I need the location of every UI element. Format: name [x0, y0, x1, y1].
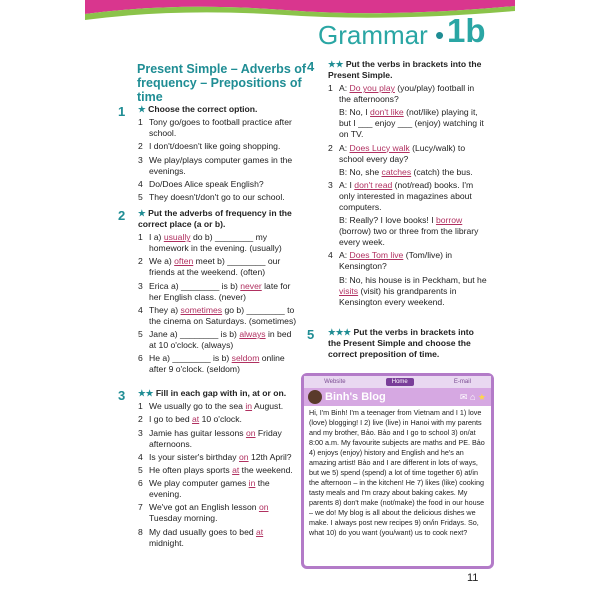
item-text: A: I don't read (not/read) books. I'm only interested in magazines about computers.: [339, 179, 474, 212]
answer: catches: [381, 166, 412, 177]
answer: on: [239, 451, 249, 462]
exercise-5: ★★★ Put the verbs in brackets into the Present Simple and choose the correct preposition of time.: [328, 327, 474, 359]
item-text: Jamie has guitar lessons on Friday afternoons.: [149, 427, 282, 449]
list-item: [138, 401, 298, 412]
item-text: I go to bed at 10 o'clock.: [149, 414, 242, 425]
list-item: [328, 167, 488, 178]
item-text: A: Does Lucy walk (Lucy/walk) to school every day?: [339, 142, 466, 164]
list-item: [138, 527, 298, 549]
list-item: [138, 155, 298, 177]
list-item: [138, 192, 298, 203]
list-item: [138, 414, 298, 425]
item-text: I don't/doesn't like going shopping.: [149, 141, 281, 152]
list-item: [138, 329, 298, 351]
list-item: [328, 107, 488, 140]
item-number: 4: [138, 304, 143, 315]
list-item: [138, 117, 298, 139]
item-number: 2: [328, 142, 333, 153]
list-item: [138, 502, 298, 524]
list-item: [138, 179, 298, 190]
item-number: 5: [138, 191, 143, 202]
section-title: Present Simple – Adverbs of frequency – Prepositions of time: [137, 62, 307, 104]
blog-text: Hi, I'm Binh! I'm a teenager from Vietnam and I 1) love (love) blogging! I 2) live (live) in Hanoi with my parents and my brother, Bảo. Bảo and I go to school 3) on/at 8:00 a.m. My favourite subjects are maths and PE. Bảo 4) enjoys (enjoy) history and English and he's an amazing artist! Bảo and I are different in lots of ways, but we 5) spend (spend) a lot of time together 6) at/in the afternoon – in the kitchen! He 7) likes (like) cooking tasty meals and I'm crazy about baking cakes. My parents 8) don't make (not/make) the food in our house – we do! My blog is all about the delicious dishes we make. I always post new recipes 9) on/in Fridays. So, what 10) do you want (you/want) us to cook next?: [309, 408, 485, 537]
item-number: 3: [138, 280, 143, 291]
item-number: 3: [138, 427, 143, 438]
item-number: 1: [138, 117, 143, 128]
item-text: They a) sometimes go b) ________ to the cinema on Saturdays. (sometimes): [149, 304, 297, 326]
blog-header: [304, 388, 491, 406]
list-item: [138, 452, 298, 463]
exercise-4: ★★ Put the verbs in brackets into the Present Simple. 1 A: Do you play (you/play) football in the afternoons? B: No, I don't like (not/like) playing it, but I ___ enjoy ___ (enjoy) watching it on TV. 2 A: Does Lucy walk (Lucy/walk) to school every day? B: No, she catches (catch) the bus. 3 A: I don't read (not/read) books. I'm only interested in magazines about computers. B: Really? I love books! I borrow (borrow) two or three from the library every week. 4 A: Does Tom live (Tom/live) in Kensington? B: No, his house is in Peckham, but he visits (visit) his grandparents in Kensington every weekend.: [328, 59, 487, 307]
tab-email[interactable]: E-mail: [453, 379, 471, 385]
exercise-number: 5: [307, 327, 315, 342]
page-title: Grammar •: [318, 20, 445, 50]
item-number: 1: [138, 232, 143, 243]
list-item: [328, 215, 488, 248]
list-item: [138, 465, 298, 476]
item-number: 5: [138, 328, 143, 339]
list-item: [138, 256, 298, 278]
item-text: A: Do you play (you/play) football in the afternoons?: [339, 83, 475, 105]
item-number: [328, 215, 339, 248]
mail-icon[interactable]: ✉: [459, 391, 468, 402]
item-text: B: No, she catches (catch) the bus.: [339, 166, 473, 177]
item-number: 7: [138, 502, 143, 513]
exercise-number: 2: [118, 208, 126, 223]
answer: on: [245, 427, 256, 438]
list-item: [138, 478, 298, 500]
item-number: [328, 167, 339, 178]
tab-home[interactable]: Home: [386, 378, 414, 386]
item-number: 4: [138, 178, 143, 189]
item-text: B: No, I don't like (not/like) playing it, but I ___ enjoy ___ (enjoy) watching it on TV.: [339, 107, 484, 140]
list-item: [138, 281, 298, 303]
list-item: [138, 141, 298, 152]
list-item: [328, 143, 488, 165]
item-number: 8: [138, 526, 143, 537]
star-icon: ★: [138, 208, 146, 218]
answer: in: [248, 478, 256, 489]
star-icon: ★★: [328, 59, 344, 69]
exercise-number: 4: [307, 59, 315, 74]
answer: at: [192, 414, 200, 425]
exercise-number: 3: [118, 388, 126, 403]
answer: borrow: [435, 215, 463, 226]
answer: always: [239, 328, 266, 339]
item-text: He a) ________ is b) seldom online after 9 o'clock. (seldom): [149, 353, 285, 375]
item-number: 4: [138, 451, 143, 462]
item-number: 6: [138, 478, 143, 489]
answer: visits: [339, 285, 359, 296]
item-number: 6: [138, 353, 143, 364]
item-number: 4: [328, 250, 333, 261]
answer: seldom: [231, 353, 260, 364]
answer: at: [256, 526, 264, 537]
list-item: [138, 232, 298, 254]
item-number: [328, 275, 339, 308]
list-item: [328, 83, 488, 105]
item-text: B: No, his house is in Peckham, but he visits (visit) his grandparents in Kensington every weekend.: [339, 274, 487, 307]
item-text: He often plays sports at the weekend.: [149, 464, 293, 475]
item-number: 2: [138, 256, 143, 267]
star-icon: ★★: [138, 388, 154, 398]
answer: don't like: [370, 107, 404, 118]
exercise-2: ★ Put the adverbs of frequency in the correct place (a or b). 1 I a) usually do b) ________ my homework in the evening. (usually) 2 We a) often meet b) ________ our friends at the weekend. (often) 3 Erica a) ________ is b) never late for her English class. (never) 4 They a) sometimes go b) ________ to the cinema on Saturdays. (sometimes) 5 Jane a) ________ is b) always in bed at 10 o'clock. (always) 6 He a) ________ is b) seldom online after 9 o'clock. (seldom): [138, 208, 297, 375]
tab-website[interactable]: Website: [324, 379, 346, 385]
item-text: Tony go/goes to football practice after school.: [149, 117, 292, 139]
answer: at: [232, 464, 240, 475]
item-number: 1: [328, 83, 333, 94]
item-text: Jane a) ________ is b) always in bed at 10 o'clock. (always): [149, 328, 292, 350]
item-text: I a) usually do b) ________ my homework in the evening. (usually): [149, 232, 282, 254]
item-text: A: Does Tom live (Tom/live) in Kensington?: [339, 250, 453, 272]
avatar: [308, 390, 322, 404]
item-number: 1: [138, 401, 143, 412]
answer: in: [245, 401, 253, 412]
item-text: Do/Does Alice speak English?: [149, 178, 264, 189]
answer: on: [258, 502, 269, 513]
item-text: Erica a) ________ is b) never late for her English class. (never): [149, 280, 291, 302]
blog-title: Binh's Blog: [325, 391, 386, 403]
exercise-3: ★★ Fill in each gap with in, at or on. 1 We usually go to the sea in August. 2 I go to bed at 10 o'clock. 3 Jamie has guitar lessons on Friday afternoons. 4 Is your sister's birthday on 12th April? 5 He often plays sports at the weekend. 6 We play computer games in the evening. 7 We've got an English lesson on Tuesday morning. 8 My dad usually goes to bed at midnight.: [138, 388, 298, 549]
item-text: B: Really? I love books! I borrow (borrow) two or three from the library every week.: [339, 215, 479, 248]
item-text: We've got an English lesson on Tuesday morning.: [149, 502, 269, 524]
list-item: [328, 275, 488, 308]
list-item: [138, 305, 298, 327]
list-item: [138, 428, 298, 450]
item-text: We a) often meet b) ________ our friends at the weekend. (often): [149, 256, 281, 278]
answer: never: [240, 280, 262, 291]
answer: Does Lucy walk: [349, 142, 410, 153]
item-number: 3: [138, 154, 143, 165]
blog-tabs: [304, 376, 491, 388]
item-text: They doesn't/don't go to our school.: [149, 191, 285, 202]
item-text: We play computer games in the evening.: [149, 478, 270, 500]
exercise-1: ★ Choose the correct option. 1 Tony go/goes to football practice after school. 2 I don't/doesn't like going shopping. 3 We play/plays computer games in the evenings. 4 Do/Does Alice speak English? 5 They doesn't/don't go to our school.: [138, 104, 298, 203]
star-icon: ★: [138, 104, 146, 114]
answer: Do you play: [349, 83, 395, 94]
item-number: 5: [138, 464, 143, 475]
list-item: [328, 250, 488, 272]
blog-window: [301, 373, 494, 569]
answer: sometimes: [180, 304, 223, 315]
list-item: [138, 353, 298, 375]
item-text: We usually go to the sea in August.: [149, 401, 284, 412]
star-icon: ★★★: [328, 327, 352, 337]
item-text: Is your sister's birthday on 12th April?: [149, 451, 292, 462]
page-number: 11: [467, 572, 479, 584]
item-number: [328, 107, 339, 140]
answer: usually: [163, 232, 191, 243]
item-text: My dad usually goes to bed at midnight.: [149, 526, 264, 548]
exercise-number: 1: [118, 104, 126, 119]
item-text: We play/plays computer games in the evenings.: [149, 154, 293, 176]
list-item: [328, 180, 488, 213]
item-number: 2: [138, 414, 143, 425]
item-number: 2: [138, 141, 143, 152]
star-icon[interactable]: ★: [477, 391, 486, 402]
unit-number: 1b: [447, 12, 486, 49]
answer: Does Tom live: [349, 250, 404, 261]
answer: don't read: [354, 179, 393, 190]
item-number: 3: [328, 179, 333, 190]
home-icon[interactable]: ⌂: [469, 391, 476, 402]
answer: often: [174, 256, 194, 267]
